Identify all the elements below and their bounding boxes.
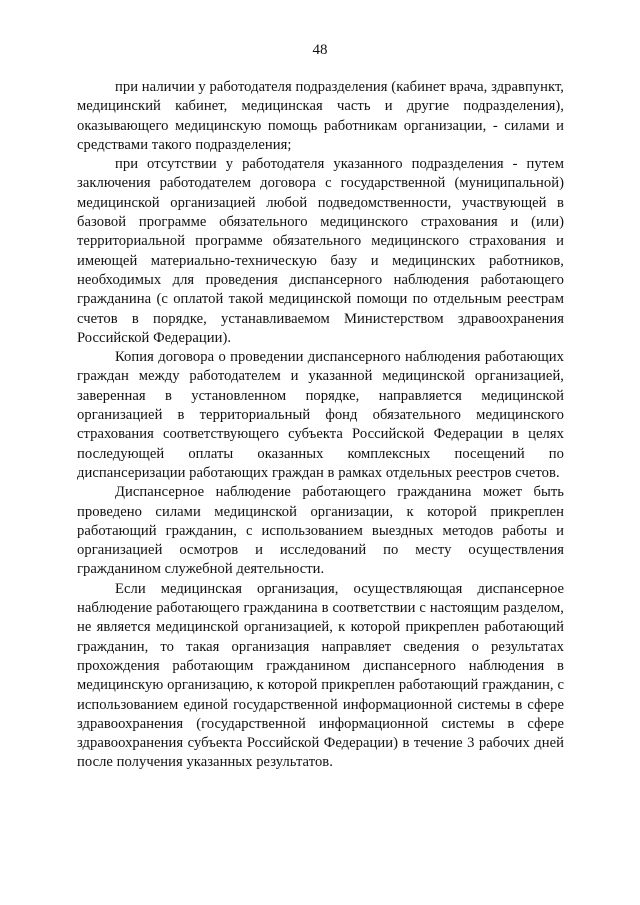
paragraph-results-transfer: Если медицинская организация, осуществляющая диспансерное наблюдение работающего гражданина в соответствии с настоящим разделом, не является медицинской организацией, к которой прикреплен работающий гражданин, то такая организация направляет сведения о результатах прохождения работающим гражданином диспансерного наблюдения в медицинскую организацию, к которой прикреплен работающий гражданин, с использованием единой государственной информационной системы в сфере здравоохранения (государственной информационной системы в сфере здравоохранения субъекта Российской Федерации) в течение 3 рабочих дней после получения указанных результатов.: [77, 580, 564, 771]
paragraph-employer-unit: при наличии у работодателя подразделения (кабинет врача, здравпункт, медицинский кабинет, медицинская часть и другие подразделения), оказывающего медицинскую помощь работникам организации, - силами и средствами такого подразделения;: [77, 79, 564, 153]
paragraph-contract-organization: при отсутствии у работодателя указанного подразделения - путем заключения работодателем договора с государственной (муниципальной) медицинской организацией любой подведомственности, участвующей в базовой программе обязательного медицинского страхования и (или) территориальной программе обязательного медицинского страхования и имеющей материально-техническую базу и медицинских работников, необходимых для проведения диспансерного наблюдения работающего гражданина (с оплатой такой медицинской помощи по отдельным реестрам счетов в порядке, устанавливаемом Министерством здравоохранения Российской Федерации).: [77, 156, 564, 346]
page-number: 48: [312, 42, 328, 58]
document-body: [77, 78, 564, 773]
paragraph-outreach-methods: Диспансерное наблюдение работающего гражданина может быть проведено силами медицинской организации, к которой прикреплен работающий гражданин, с использованием выездных методов работы и организацией осмотров и исследований по месту осуществления гражданином служебной деятельности.: [77, 484, 564, 578]
paragraph-contract-copy: Копия договора о проведении диспансерного наблюдения работающих граждан между работодателем и указанной медицинской организацией, заверенная в установленном порядке, направляется медицинской организацией в территориальный фонд обязательного медицинского страхования соответствующего субъекта Российской Федерации в целях последующей оплаты оказанных комплексных посещений по диспансеризации работающих граждан в рамках отдельных реестров счетов.: [77, 349, 564, 481]
